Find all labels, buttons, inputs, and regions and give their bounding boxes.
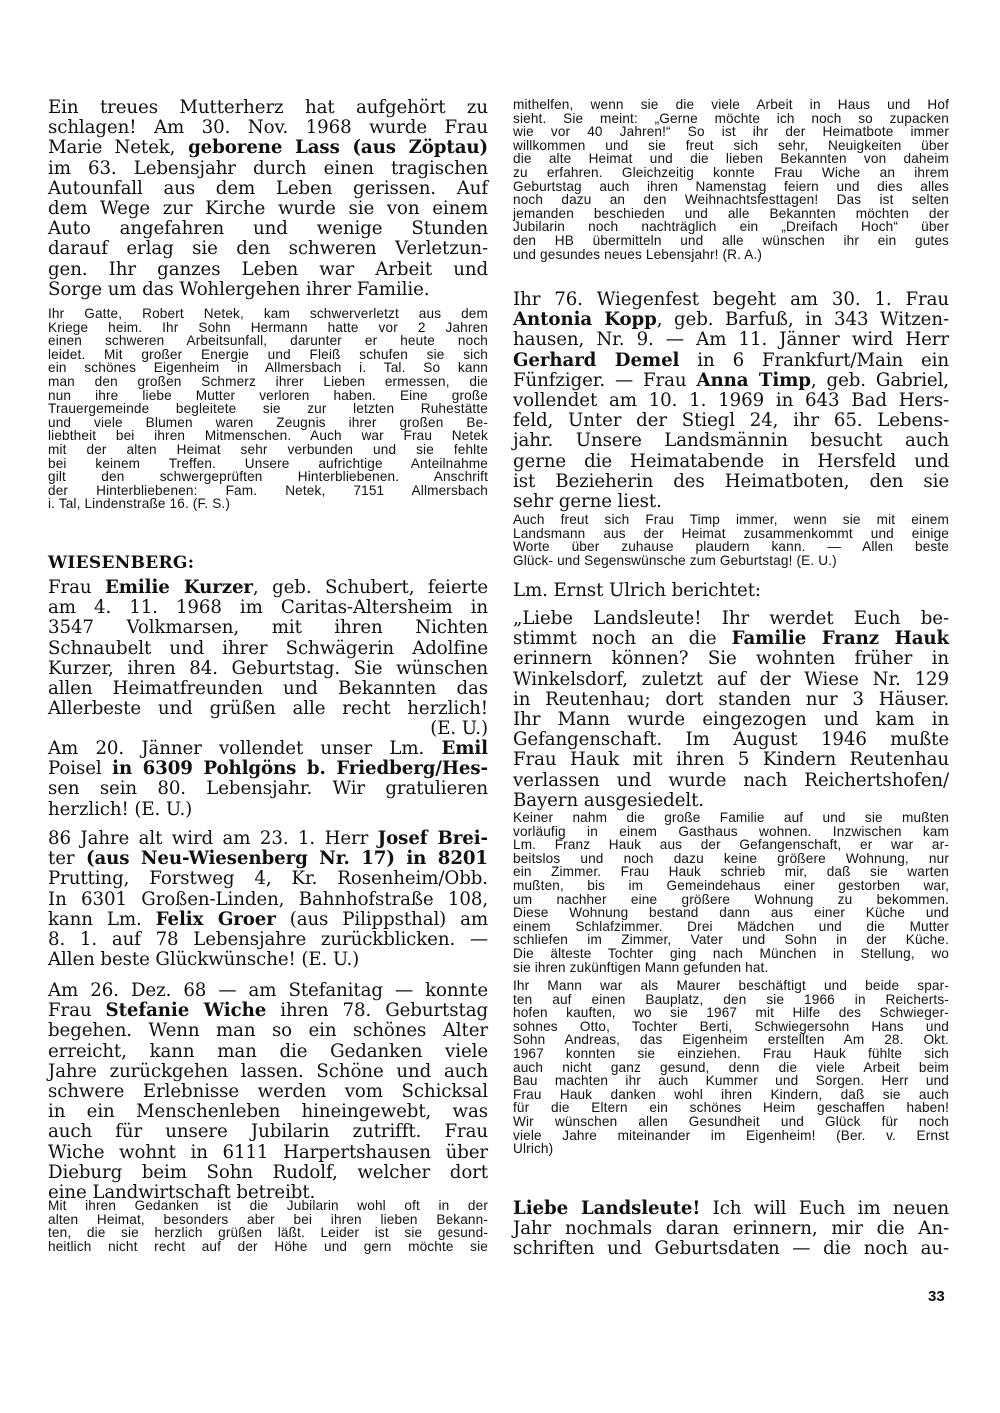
text-line: Sorge um das Wohlergehen ihrer Familie. [48, 278, 430, 300]
text-line: viele Jahre miteinander im Eigenheim! (Ber. v. Ernst [513, 1127, 949, 1143]
text-segment: Marie Netek, [48, 137, 176, 159]
text-line: Geburtstag auch ihren Namenstag feiern und dies alles [513, 178, 949, 194]
article-breiter-groer [48, 829, 488, 970]
text-line: Ulrich) [513, 1141, 554, 1157]
text-line [513, 629, 949, 649]
text-line: herzlich! (E. U.) [48, 798, 193, 820]
text-line: die alte Heimat und die lieben Bekannten von daheim [513, 151, 949, 167]
article-hauk-details [513, 811, 949, 974]
text-line [48, 849, 488, 869]
text-line: Allerbeste und grüßen alle recht herzlich! [48, 698, 488, 720]
text-line: für die Eltern ein schönes Heim geschaffen haben! [513, 1100, 949, 1116]
text-line: vorläufig in einem Gasthaus wohnen. Inzwischen kam [513, 823, 949, 839]
text-line: Frau Hauk mit ihren 5 Kindern Reutenhau [513, 749, 949, 771]
text-line [48, 138, 488, 158]
text-line: verlassen und wurde nach Reichertshofen/ [513, 769, 949, 791]
text-line: „Liebe Landsleute! Ihr werdet Euch be- [513, 608, 949, 629]
text-line: Lm. Franz Hauk aus der Gefangenschaft, er war ar- [513, 837, 949, 853]
bold-name: in 6309 Pohlgöns b. Friedberg/Hes- [101, 758, 488, 780]
text-line: Ihr Mann war als Maurer beschäftigt und beide spar- [513, 978, 949, 993]
text-line: wie vor 40 Jahren!“ So ist ihr der Heimatbote immer [513, 124, 949, 140]
text-line: Die älteste Tochter ging nach München in Stellung, wo [513, 945, 949, 961]
bold-name: Gerhard Demel [513, 349, 680, 371]
text-line [513, 351, 949, 371]
text-line: Autounfall aus dem Leben gerissen. Auf [48, 177, 488, 199]
text-segment: (aus Pilippsthal) am [275, 908, 489, 930]
text-line: (E. U.) [430, 718, 488, 740]
text-line: Ein treues Mutterherz hat aufgehört zu [48, 97, 488, 118]
text-line: schriften und Geburtsdaten — die noch au- [513, 1238, 949, 1260]
text-line: Jahr nochmals daran erinnern, mir die An- [513, 1218, 949, 1240]
text-line: gilt den schwergeprüften Hinterbliebenen. Anschrift [48, 469, 488, 485]
text-line: Sohn Andreas, das Eigenheim erstellten Am 28. Okt. [513, 1032, 949, 1048]
text-line [513, 371, 949, 391]
text-line: ist Bezieherin des Heimatboten, den sie [513, 470, 949, 492]
article-kopp-demel-timp [513, 290, 949, 512]
text-line: 1967 konnten sie einziehen. Frau Hauk fühlte sich [513, 1045, 949, 1061]
article-appeal [513, 1199, 949, 1260]
text-line: 8. 1. auf 78 Lebensjahre zurückblicken. — [48, 929, 488, 951]
text-line: willkommen und sie freut sich sehr, Neuigkeiten über [513, 137, 949, 153]
text-line: zu erfahren. Gleichzeitig konnte Frau Wiche an ihrem [513, 164, 949, 180]
text-line: jahr. Unsere Landsmännin besucht auch [513, 430, 949, 452]
text-line: sohnes Otto, Tochter Berti, Schwiegersohn Hans und [513, 1018, 949, 1034]
article-hauk [513, 609, 949, 811]
text-line: Jahre zurückgehen lassen. Schöne und auch [48, 1060, 488, 1082]
text-line: leidet. Mit großer Energie und Fleiß schufen sie sich [48, 346, 488, 362]
text-line: ten auf einen Bauplatz, den sie 1966 in Reicherts- [513, 991, 949, 1007]
text-line: sehr gerne liest. [513, 491, 662, 513]
bold-name: Felix Groer [155, 908, 276, 930]
text-segment: , geb. Schubert, feierte [252, 577, 488, 598]
text-line: Winkelsdorf, zuletzt auf der Wiese Nr. 129 [513, 668, 949, 690]
text-line [48, 1001, 488, 1021]
text-line [48, 578, 488, 598]
text-line [48, 829, 488, 849]
text-line: noch dazu an den Weihnachtsfesttagen! Das ist selten [513, 192, 949, 208]
text-line [48, 739, 488, 759]
text-line: Ihr 76. Wiegenfest begeht am 30. 1. Frau [513, 289, 949, 310]
text-line: Frau Hauk danken wohl ihren Kindern, daß sie auch [513, 1086, 949, 1102]
text-line: alten Heimat, besonders aber bei ihren lieben Bekann- [48, 1211, 488, 1227]
text-line: der Hinterbliebenen: Fam. Netek, 7151 Allmersbach [48, 482, 488, 498]
text-line: Auch freut sich Frau Timp immer, wenn sie mit einem [513, 512, 949, 527]
text-line: heitlich nicht recht auf der Höhe und gern möchte sie [48, 1238, 488, 1254]
text-line: Allen beste Glückwünsche! (E. U.) [48, 949, 360, 971]
text-line: um nachher eine größere Wohnung zu bekommen. [513, 891, 949, 907]
text-line: mithelfen, wenn sie die viele Arbeit in Haus und Hof [513, 97, 949, 112]
text-segment: kann Lm. [48, 908, 156, 930]
article-wiche-continued [513, 98, 949, 261]
text-line: Jubilarin noch nachträglich ein „Dreifach Hoch“ über [513, 219, 949, 235]
text-line: hausen, Nr. 9. — Am 11. Jänner wird Herr [513, 329, 949, 351]
text-line: sen sein 80. Lebensjahr. Wir gratulieren [48, 778, 488, 800]
text-line: Glück- und Segenswünsche zum Geburtstag! (E. U.) [513, 552, 837, 568]
text-line: auch nicht ganz gesund, denn die viele Arbeit beim [513, 1059, 949, 1075]
text-line [513, 1199, 949, 1219]
article-poisel [48, 739, 488, 820]
article-kurzer [48, 578, 488, 740]
article-wiche-details [48, 1199, 488, 1253]
text-line: feld, Unter der Stiegl 24, ihr 65. Lebens- [513, 410, 949, 432]
text-line: ein schönes Eigenheim in Allmersbach i. Tal. So kann [48, 360, 488, 376]
text-line: ten, die sie herzlich grüßen läßt. Leider ist sie gesund- [48, 1225, 488, 1241]
bold-name: Anna Timp [696, 369, 811, 391]
text-segment: Frau [48, 1000, 106, 1022]
text-line: Trauergemeinde begleitete sie zur letzten Ruhestätte [48, 401, 488, 417]
text-line: sieht. Sie meint: „Gerne möchte ich noch so zupacken [513, 110, 949, 126]
text-line: schwere Erlebnisse werden vom Schicksal [48, 1081, 488, 1103]
bold-name: Familie Franz Hauk [731, 628, 950, 650]
bold-name: Stefanie Wiche [105, 1000, 267, 1022]
text-line: allen Heimatfreunden und Bekannten das [48, 678, 488, 700]
text-line: nun ihre liebe Mutter verloren haben. Eine große [48, 387, 488, 403]
text-line: Auto angefahren und wenige Stunden [48, 218, 488, 240]
text-line: Kurzer, ihren 84. Geburtstag. Sie wünschen [48, 657, 488, 679]
text-segment: , geb. Barfuß, in 343 Witzen- [656, 309, 949, 331]
text-line: Ihr Gatte, Robert Netek, kam schwerverletzt aus dem [48, 306, 488, 321]
text-line: Ihr Mann wurde eingezogen und kam in [513, 709, 949, 731]
text-line: man den großen Schmerz ihrer Lieben ermessen, die [48, 373, 488, 389]
text-line [48, 759, 488, 779]
text-segment: Frau [48, 577, 105, 598]
page-number: 33 [928, 1288, 945, 1305]
text-line: mit der alten Heimat sehr verbunden und sie fehlte [48, 441, 488, 457]
text-line: i. Tal, Lindenstraße 16. (F. S.) [48, 496, 231, 512]
text-line: jemanden beschieden und alle Bekannten möchten der [513, 205, 949, 221]
text-line: Diese Wohnung bestand dann aus einer Küche und [513, 905, 949, 921]
text-line: am 4. 11. 1968 im Caritas-Altersheim in [48, 597, 488, 619]
text-line: begehen. Wenn man so ein schönes Alter [48, 1020, 488, 1042]
text-segment: in 6 Frankfurt/Main ein [679, 349, 949, 371]
text-line: beitslos und noch dazu keine größere Wohnung, nur [513, 850, 949, 866]
section-heading-wiesenberg: WIESENBERG: [48, 553, 195, 573]
text-line: auch für unsere Jubilarin zutrifft. Frau [48, 1121, 488, 1143]
text-line: bei keinem Treffen. Unsere aufrichtige Anteilnahme [48, 455, 488, 471]
text-line: schliefen im Zimmer, Vater und Sohn in der Küche. [513, 932, 949, 948]
text-line: Lm. Ernst Ulrich berichtet: [513, 580, 761, 601]
text-segment: , geb. Gabriel, [810, 369, 949, 391]
article-timp-details [513, 513, 949, 567]
text-line: einem Schlafzimmer. Drei Mädchen und die Mutter [513, 918, 949, 934]
text-line: einen schweren Arbeitsunfall, darunter er heute noch [48, 333, 488, 349]
text-line [48, 910, 488, 930]
text-line: schlagen! Am 30. Nov. 1968 wurde Frau [48, 117, 488, 139]
text-line: vollendet am 10. 1. 1969 in 643 Bad Hers- [513, 390, 949, 412]
text-line: im 63. Lebensjahr durch einen tragischen [48, 157, 488, 179]
text-line: Bayern ausgesiedelt. [513, 789, 704, 811]
text-line: Bau machten ihr auch Kummer und Sorgen. Herr und [513, 1073, 949, 1089]
text-line: Schnaubelt und ihrer Schwägerin Adolfine [48, 637, 488, 659]
text-segment: 86 Jahre alt wird am 23. 1. Herr [48, 828, 378, 849]
text-line: Landsmann aus der Heimat zusammenkommt und einige [513, 525, 949, 541]
report-byline [513, 581, 949, 601]
text-line: Dieburg beim Sohn Rudolf, welcher dort [48, 1161, 488, 1183]
text-line: hofen kauften, wo sie 1967 mit Hilfe des Schwieger- [513, 1005, 949, 1021]
text-line: in Reutenhau; dort standen nur 3 Häuser. [513, 688, 949, 710]
bold-name: Emilie Kurzer [104, 577, 253, 598]
article-netek-details [48, 307, 488, 511]
article-wiche [48, 981, 488, 1203]
text-segment: Am 20. Jänner vollendet unser Lm. [48, 738, 442, 759]
text-line: Gefangenschaft. Im August 1946 mußte [513, 729, 949, 751]
text-line: 3547 Volkmarsen, mit ihren Nichten [48, 617, 488, 639]
bold-name: Emil [441, 738, 488, 759]
text-line: darauf erlag sie den schweren Verletzun- [48, 238, 488, 260]
text-line: gen. Ihr ganzes Leben war Arbeit und [48, 258, 488, 280]
text-segment: ihren 78. Geburtstag [266, 1000, 488, 1022]
text-line: erreicht, kann man die Gedanken viele [48, 1040, 488, 1062]
bold-name: geborene Lass (aus Zöptau) [175, 137, 489, 159]
text-line: gerne die Heimatabende in Hersfeld und [513, 450, 949, 472]
text-segment: ter [48, 848, 75, 870]
text-segment: Poisel [48, 758, 102, 780]
text-line: und gesundes neues Lebensjahr! (R. A.) [513, 246, 763, 262]
text-line: ein Zimmer. Frau Hauk schrieb mir, daß sie warten [513, 864, 949, 880]
text-line: und viele Blumen waren Zeugnis ihrer großen Be- [48, 414, 488, 430]
text-line: Wir wünschen allen Gesundheit und Glück für noch [513, 1113, 949, 1129]
text-line: in ein Menschenleben hineingewebt, was [48, 1101, 488, 1123]
text-line: Worte über zuhause plaudern kann. — Allen beste [513, 539, 949, 555]
text-line: Kriege heim. Ihr Sohn Hermann hatte vor 2 Jahren [48, 319, 488, 335]
article-netek-obituary [48, 98, 488, 300]
bold-name: Antonia Kopp [513, 309, 657, 331]
text-line: eine Landwirtschaft betreibt. [48, 1182, 316, 1204]
text-line: Mit ihren Gedanken ist die Jubilarin wohl oft in der [48, 1198, 488, 1213]
text-line: den HB übermitteln und alle wünschen ihr ein gutes [513, 232, 949, 248]
article-hauk-home [513, 979, 949, 1156]
text-line: Wiche wohnt in 6111 Harpertshausen über [48, 1141, 488, 1163]
bold-name: Josef Brei- [377, 828, 488, 849]
bold-name: Liebe Landsleute! [513, 1198, 701, 1219]
bold-name: (aus Neu-Wiesenberg Nr. 17) in 8201 [74, 848, 488, 870]
text-line: sie ihren zukünftigen Mann gefunden hat. [513, 959, 769, 975]
text-line: In 6301 Großen-Linden, Bahnhofstraße 108, [48, 888, 488, 910]
text-line [513, 310, 949, 330]
text-line: liebtheit bei ihren Mitmenschen. Auch war Frau Netek [48, 428, 488, 444]
text-line: Am 26. Dez. 68 — am Stefanitag — konnte [48, 980, 488, 1001]
text-line: dem Wege zur Kirche wurde sie von einem [48, 198, 488, 220]
text-segment: Fünfziger. — Frau [513, 369, 697, 391]
text-segment: Ich will Euch im neuen [700, 1198, 949, 1219]
text-line: erinnern können? Sie wohnten früher in [513, 648, 949, 670]
text-line: Keiner nahm die große Familie auf und sie mußten [513, 810, 949, 825]
text-line: Prutting, Forstweg 4, Kr. Rosenheim/Obb. [48, 868, 488, 890]
text-line: mußten, bis im Gemeindehaus einer gestorben war, [513, 877, 949, 893]
text-segment: stimmt noch an die [513, 628, 732, 650]
